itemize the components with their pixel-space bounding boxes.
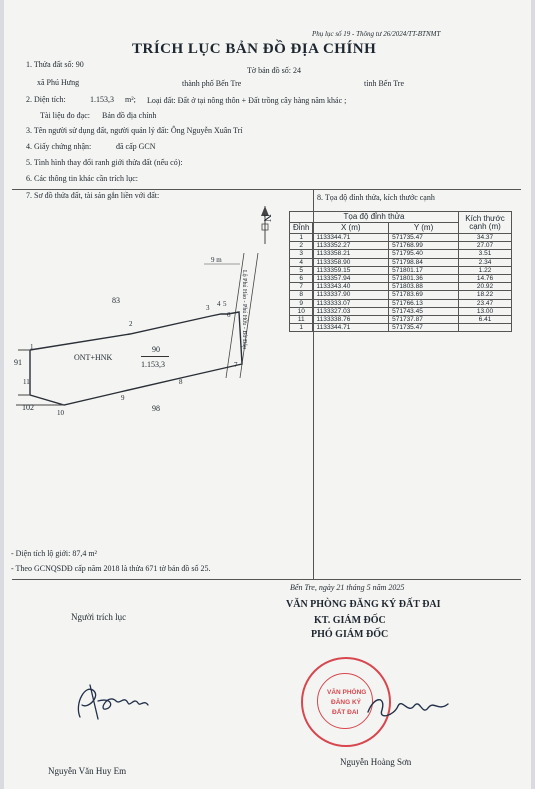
cell-y: 571735.47: [389, 234, 459, 242]
parcel-boundary: [30, 312, 242, 405]
cell-x: 1133357.94: [313, 275, 389, 283]
cell-vertex: 7: [290, 283, 313, 291]
cell-length: 23.47: [459, 299, 512, 307]
cell-vertex: 11: [290, 316, 313, 324]
extractor-title: Người trích lục: [71, 612, 127, 622]
cell-vertex: 3: [290, 250, 313, 258]
cell-x: 1133327.03: [313, 307, 389, 315]
edge-length-header: Kích thước cạnh (m): [459, 212, 512, 234]
cell-x: 1133337.90: [313, 291, 389, 299]
cell-vertex: 2: [290, 242, 313, 250]
cell-y: 571766.13: [389, 299, 459, 307]
certificate-note: - Theo GCNQSDĐ cấp năm 2018 là thửa 671 tờ bản đồ số 25.: [11, 564, 211, 573]
vertex-10: 10: [57, 409, 64, 417]
survey-source-label: Tài liệu đo đạc:: [40, 111, 90, 120]
table-row: [290, 258, 512, 266]
cell-x: 1133358.90: [313, 258, 389, 266]
neighbour-parcel-102: 102: [22, 403, 34, 412]
north-arrow-icon: [261, 206, 269, 244]
cell-length: 14.76: [459, 275, 512, 283]
north-label: N: [260, 214, 273, 222]
cell-y: 571783.69: [389, 291, 459, 299]
cell-y: 571743.45: [389, 307, 459, 315]
vertex-6: 6: [227, 311, 231, 319]
seal-text: ĐẤT ĐAI: [332, 709, 359, 716]
table-row: [290, 275, 512, 283]
table-row: [290, 250, 512, 258]
frame-line: [12, 189, 521, 190]
vertex-header: Đỉnh: [290, 223, 313, 234]
province: tỉnh Bến Tre: [364, 79, 405, 88]
road-width-label: 9 m: [211, 256, 222, 264]
vertex-4: 4: [217, 300, 221, 308]
cell-length: 27.07: [459, 242, 512, 250]
deputy-director: PHÓ GIÁM ĐỐC: [311, 629, 389, 640]
coordinate-table: [289, 211, 512, 332]
cell-y: 571795.40: [389, 250, 459, 258]
vertex-11: 11: [23, 378, 30, 386]
cell-length: 34.37: [459, 234, 512, 242]
signer-name: Nguyễn Hoàng Sơn: [340, 757, 412, 767]
cell-length: 20.92: [459, 283, 512, 291]
table-row: [290, 283, 512, 291]
coordinate-heading: 8. Tọa độ đỉnh thửa, kích thước cạnh: [317, 193, 435, 202]
area-label: 2. Diện tích:: [26, 95, 66, 104]
table-row: [290, 234, 512, 242]
table-row: [290, 324, 512, 332]
cell-vertex: 10: [290, 307, 313, 315]
vertex-8: 8: [179, 378, 183, 386]
land-type: Loại đất: Đất ở tại nông thôn + Đất trồng cây hàng năm khác ;: [147, 96, 347, 105]
vertex-5: 5: [223, 300, 227, 308]
table-row: [290, 316, 512, 324]
cell-length: 13.00: [459, 307, 512, 315]
extractor-signature: [68, 679, 152, 723]
vertex-3: 3: [206, 304, 210, 312]
map-sheet-number: Tờ bản đồ số: 24: [247, 66, 302, 75]
cell-vertex: 9: [290, 299, 313, 307]
cell-vertex: 1: [290, 324, 313, 332]
coordinate-header: Tọa độ đỉnh thửa: [290, 212, 459, 223]
y-header: Y (m): [389, 223, 459, 234]
cell-x: 1133352.27: [313, 242, 389, 250]
cell-vertex: 5: [290, 266, 313, 274]
other-info: 6. Các thông tin khác cần trích lục:: [26, 174, 138, 183]
certificate-label: 4. Giấy chứng nhận:: [26, 142, 92, 151]
document-page: [4, 0, 531, 789]
cell-vertex: 1: [290, 234, 313, 242]
cell-length: 6.41: [459, 316, 512, 324]
appendix-reference: Phụ lục số 19 - Thông tư 26/2024/TT-BTNMT: [312, 30, 441, 38]
seal-text: ĐĂNG KÝ: [331, 699, 361, 706]
cell-x: 1133359.15: [313, 266, 389, 274]
cell-x: 1133343.40: [313, 283, 389, 291]
neighbour-parcel-83: 83: [112, 296, 120, 305]
cell-length: 1.22: [459, 266, 512, 274]
neighbour-parcel-91: 91: [14, 358, 22, 367]
city: thành phố Bến Tre: [182, 79, 242, 88]
survey-source-value: Bản đồ địa chính: [102, 111, 157, 120]
road-reserve-area: - Diện tích lộ giới: 87,4 m²: [11, 549, 97, 558]
land-user: 3. Tên người sử dụng đất, người quản lý đất: Ông Nguyễn Xuân Trí: [26, 126, 243, 135]
cell-y: 571801.17: [389, 266, 459, 274]
table-row: [290, 299, 512, 307]
extractor-name: Nguyễn Văn Huy Em: [48, 766, 127, 776]
parcel-number: 1. Thửa đất số: 90: [26, 60, 84, 69]
cell-x: 1133333.07: [313, 299, 389, 307]
cell-y: 571801.36: [389, 275, 459, 283]
cell-y: 571798.84: [389, 258, 459, 266]
coordinate-rows: [290, 234, 512, 332]
cell-vertex: 8: [290, 291, 313, 299]
kt-director: KT. GIÁM ĐỐC: [314, 615, 386, 626]
table-row: [290, 266, 512, 274]
cell-length: 2.34: [459, 258, 512, 266]
land-use-code: ONT+HNK: [74, 353, 113, 362]
vertex-9: 9: [121, 394, 125, 402]
commune: xã Phú Hưng: [37, 78, 80, 87]
director-signature: [364, 686, 454, 726]
table-row: [290, 242, 512, 250]
area-value: 1.153,3: [90, 95, 114, 104]
certificate-value: đã cấp GCN: [116, 142, 156, 151]
cell-y: 571803.88: [389, 283, 459, 291]
parcel-number-label: 90: [152, 345, 160, 354]
cell-x: 1133338.76: [313, 316, 389, 324]
vertex-7: 7: [234, 361, 238, 369]
area-unit: m²;: [125, 95, 136, 104]
cell-length: 18.22: [459, 291, 512, 299]
cell-y: 571735.47: [389, 324, 459, 332]
table-row: [290, 307, 512, 315]
place-date: Bến Tre, ngày 21 tháng 5 năm 2025: [290, 583, 405, 592]
cell-y: 571768.99: [389, 242, 459, 250]
cell-length: [459, 324, 512, 332]
cell-length: 3.51: [459, 250, 512, 258]
neighbour-parcel-98: 98: [152, 404, 160, 413]
boundary-change: 5. Tình hình thay đổi ranh giới thửa đất (nếu có):: [26, 158, 183, 167]
road-name: Lộ Phú Hào - Phú Hữu - Bờ Đắp: [241, 270, 247, 350]
frame-line: [12, 579, 521, 580]
cell-x: 1133344.71: [313, 234, 389, 242]
cell-vertex: 6: [290, 275, 313, 283]
fraction-line: [141, 356, 169, 357]
seal-text: VĂN PHÒNG: [327, 689, 367, 696]
cell-vertex: 4: [290, 258, 313, 266]
vertex-1: 1: [30, 343, 34, 351]
cell-x: 1133358.21: [313, 250, 389, 258]
cell-x: 1133344.71: [313, 324, 389, 332]
table-row: [290, 291, 512, 299]
document-title: TRÍCH LỤC BẢN ĐỒ ĐỊA CHÍNH: [132, 41, 377, 57]
x-header: X (m): [313, 223, 389, 234]
parcel-area-label: 1.153,3: [141, 360, 165, 369]
sketch-heading: 7. Sơ đồ thửa đất, tài sản gắn liền với đất:: [26, 191, 160, 200]
office-name: VĂN PHÒNG ĐĂNG KÝ ĐẤT ĐAI: [286, 599, 441, 610]
cell-y: 571737.87: [389, 316, 459, 324]
vertex-2: 2: [129, 320, 133, 328]
